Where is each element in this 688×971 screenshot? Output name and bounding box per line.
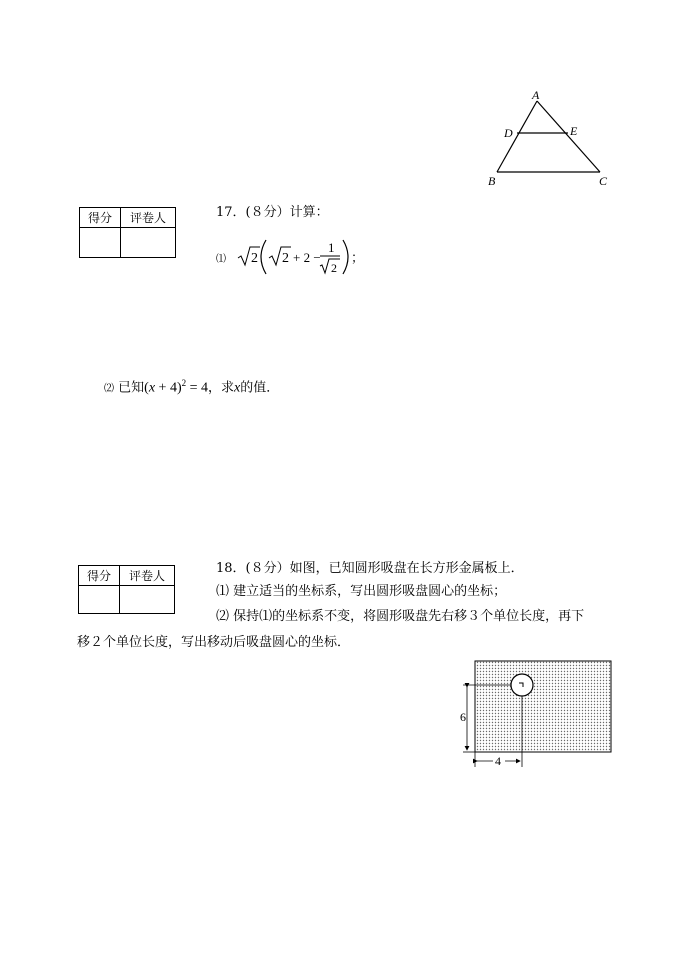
q18-header: 18．(８分）如图，已知圆形吸盘在长方形金属板上． (216, 561, 524, 576)
side-ab (497, 101, 537, 172)
label-a: A (532, 88, 540, 102)
plus-two-minus: + 2 − (293, 250, 321, 265)
q17-part2 (104, 374, 279, 398)
label-c: C (599, 174, 608, 188)
score-label: 得分 (79, 566, 120, 586)
expr-exponent: 2 (181, 378, 187, 388)
metal-plate (475, 661, 611, 752)
grader-cell[interactable] (121, 228, 176, 258)
sqrt-inner-radicand: 2 (282, 251, 289, 266)
label-e: E (570, 124, 578, 138)
grader-cell[interactable] (120, 586, 175, 614)
q18-part2-line1: ⑵ 保持⑴的坐标系不变，将圆形吸盘先右移３个单位长度，再下 (216, 609, 585, 624)
q17-part1-formula (236, 236, 366, 278)
paren-open: ( (144, 380, 149, 396)
q18-part1: ⑴ 建立适当的坐标系，写出圆形吸盘圆心的坐标； (216, 584, 507, 599)
width-label: 4 (495, 754, 501, 768)
right-paren (343, 240, 348, 274)
q17-part2-mid: ，求 (208, 380, 235, 396)
score-cell[interactable] (79, 586, 120, 614)
suction-cup (511, 674, 533, 696)
part1-end: ； (351, 250, 365, 265)
q17-part2-prefix: 已知 (118, 380, 145, 396)
q17-part2-var: x (234, 380, 241, 396)
score-label: 得分 (80, 208, 121, 228)
fraction-denominator: 2 (331, 261, 337, 275)
height-label: 6 (460, 710, 466, 724)
fraction-numerator: 1 (328, 240, 335, 255)
q17-part2-end: 的值． (240, 380, 280, 396)
expr-rest: + 4) (155, 380, 182, 396)
expr-eq: = 4 (186, 380, 209, 396)
sqrt-sign-denominator (320, 259, 340, 273)
score-cell[interactable] (80, 228, 121, 258)
triangle-figure (480, 85, 620, 190)
label-b: B (488, 174, 496, 188)
sqrt-outer-radicand: 2 (251, 251, 258, 266)
q17-part2-label: ⑵ (104, 383, 114, 395)
score-box-17 (79, 207, 176, 258)
grader-label: 评卷人 (120, 566, 175, 586)
grader-label: 评卷人 (121, 208, 176, 228)
expr-x: x (148, 380, 156, 396)
suction-cup-figure (455, 655, 620, 770)
left-paren (261, 240, 266, 274)
label-d: D (504, 126, 513, 140)
side-ac (537, 101, 600, 172)
q17-part1-label: ⑴ (216, 254, 226, 265)
q18-part2-line2: 移２个单位长度，写出移动后吸盘圆心的坐标． (77, 635, 351, 650)
q17-header: 17．(８分）计算： (216, 205, 329, 220)
score-box-18 (78, 565, 175, 614)
